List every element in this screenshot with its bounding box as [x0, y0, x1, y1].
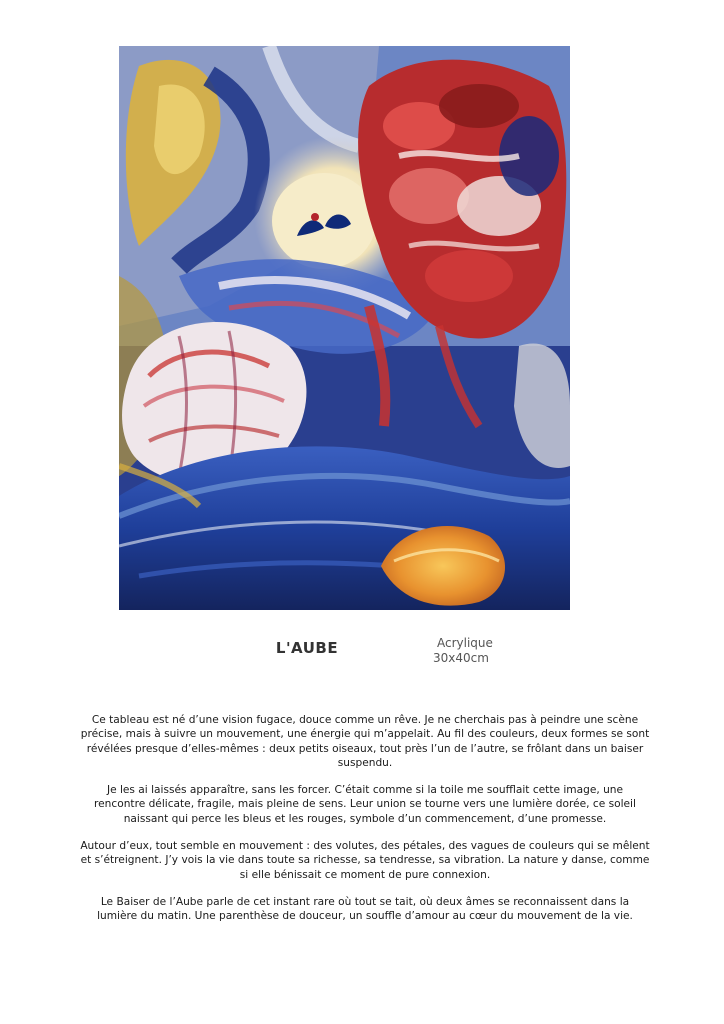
description-paragraph-1: Ce tableau est né d’une vision fugace, douce comme un rêve. Je ne cherchais pas à peindre une scène précise, mais à suivre un mouvement, une énergie qui m’appelait. Au fil des couleurs, deux formes se sont révélées presque d’elles-mêmes : deux petits oiseaux, tout près l’un de l’autre, se frôlant dans un baiser suspendu.: [80, 714, 650, 769]
artwork-medium: Acrylique: [437, 636, 493, 650]
artwork-title: L'AUBE: [275, 639, 339, 657]
description-paragraph-4: Le Baiser de l’Aube parle de cet instant rare où tout se tait, où deux âmes se reconnaissent dans la lumière du matin. Une parenthèse de douceur, un souffle d’amour au cœur du mouvement de la vie.: [97, 895, 633, 923]
painting-image: [119, 46, 570, 610]
description-paragraph-2: Je les ai laissés apparaître, sans les forcer. C’était comme si la toile me soufflait cette image, une rencontre délicate, fragile, mais pleine de sens. Leur union se tourne vers une lumière dorée, ce soleil naissant qui perce les bleus et les rouges, symbole d’un commencement, d’une promesse.: [94, 784, 636, 825]
artwork-dimensions: 30x40cm: [433, 651, 489, 665]
description-paragraph-3: Autour d’eux, tout semble en mouvement : des volutes, des pétales, des vagues de couleurs qui se mêlent et s’étreignent. J’y vois la vie dans toute sa richesse, sa tendresse, sa vibration. La nature y danse, comme si elle bénissait ce moment de pure connexion.: [80, 840, 650, 881]
artwork-meta: [433, 636, 493, 666]
artwork-description: [80, 713, 650, 937]
